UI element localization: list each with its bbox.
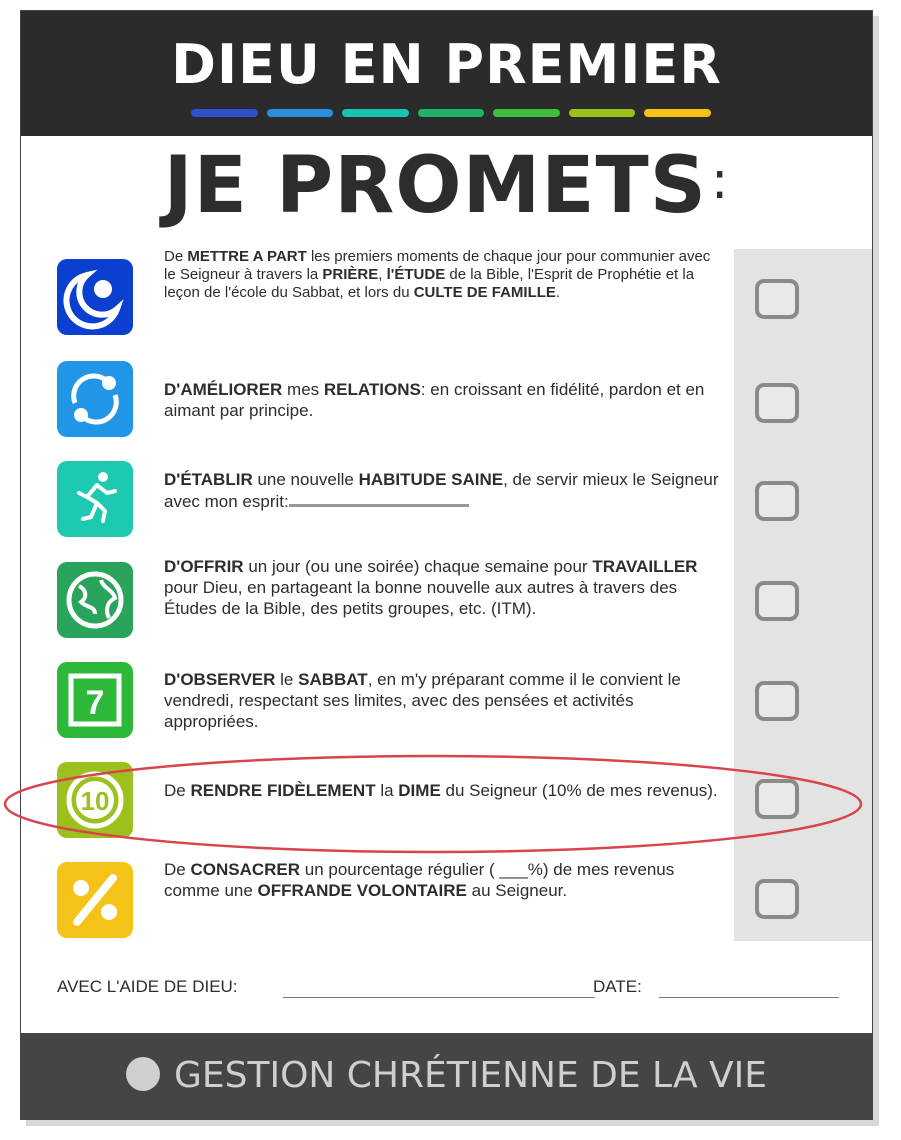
footer-text: GESTION CHRÉTIENNE DE LA VIE — [173, 1055, 768, 1096]
body-text: De — [164, 860, 191, 879]
habit-blank-line[interactable] — [289, 490, 469, 507]
color-stripe — [342, 109, 409, 117]
emphasis-text: D'ÉTABLIR — [164, 470, 253, 489]
svg-text:10: 10 — [80, 786, 110, 816]
header-banner — [21, 11, 872, 136]
body-text: . — [555, 284, 561, 301]
promise-text — [164, 669, 724, 732]
emphasis-text: RELATIONS — [323, 380, 421, 399]
emphasis-text: CULTE DE FAMILLE — [413, 284, 556, 301]
date-label: DATE: — [593, 977, 642, 996]
emphasis-text: DIME — [398, 781, 441, 800]
body-text: , en m'y préparant comme il le convient le vendredi, respectant ses limites, avec des pensées et activités appropriées. — [164, 670, 681, 731]
emphasis-text: HABITUDE SAINE — [358, 470, 504, 489]
color-stripes — [191, 109, 711, 117]
emphasis-text: SABBAT — [298, 670, 368, 689]
emphasis-text: l'ÉTUDE — [386, 266, 446, 283]
promise-title — [21, 141, 872, 231]
promise-checkbox[interactable] — [755, 581, 799, 621]
header-title: DIEU EN PREMIER — [171, 33, 722, 96]
pledge-card — [20, 10, 873, 1120]
promise-checkbox[interactable] — [755, 383, 799, 423]
color-stripe — [569, 109, 636, 117]
color-stripe — [493, 109, 560, 117]
body-text: du Seigneur (10% de mes revenus). — [440, 781, 718, 800]
body-text: les premiers moments de chaque jour pour communier avec le Seigneur à travers la — [164, 248, 711, 283]
body-text: pour Dieu, en partageant la bonne nouvelle aux autres à travers des Études de la Bible, des petits groupes, etc. (ITM). — [164, 578, 678, 618]
ten-coin-icon — [57, 762, 133, 838]
promise-text — [164, 379, 724, 421]
promise-text — [164, 556, 724, 619]
body-text: au Seigneur. — [466, 881, 568, 900]
promise-text — [164, 248, 724, 302]
signature-label: AVEC L'AIDE DE DIEU: — [57, 977, 238, 996]
emphasis-text: CONSACRER — [190, 860, 301, 879]
runner-icon — [57, 461, 133, 537]
body-text: mes — [282, 380, 324, 399]
body-text: un jour (ou une soirée) chaque semaine pour — [243, 557, 593, 576]
svg-text:7: 7 — [85, 684, 105, 722]
relations-icon — [57, 361, 133, 437]
promise-checkbox[interactable] — [755, 779, 799, 819]
stewardship-logo-icon — [126, 1057, 160, 1091]
date-line[interactable] — [659, 997, 839, 998]
promise-checkbox[interactable] — [755, 681, 799, 721]
body-text: un pourcentage régulier ( ___%) de mes revenus comme une — [164, 860, 675, 900]
color-stripe — [418, 109, 485, 117]
body-text: , — [378, 266, 387, 283]
percent-icon — [57, 862, 133, 938]
promise-title-colon: : — [710, 151, 730, 211]
footer-title — [21, 1055, 872, 1096]
emphasis-text: D'OFFRIR — [164, 557, 244, 576]
body-text: de la Bible, l'Esprit de Prophétie et la leçon de l'école du Sabbat, et lors du — [164, 266, 695, 301]
body-text: le — [275, 670, 299, 689]
color-stripe — [191, 109, 258, 117]
body-text: : en croissant en fidélité, pardon et en aimant par principe. — [164, 380, 705, 420]
promise-checkbox[interactable] — [755, 481, 799, 521]
globe-icon — [57, 562, 133, 638]
promise-text — [164, 780, 724, 801]
emphasis-text: METTRE A PART — [187, 248, 307, 265]
body-text: De — [164, 781, 191, 800]
promise-text — [164, 469, 724, 512]
color-stripe — [267, 109, 334, 117]
calendar-seven-icon — [57, 662, 133, 738]
emphasis-text: TRAVAILLER — [592, 557, 698, 576]
body-text: De — [164, 248, 188, 265]
emphasis-text: RENDRE FIDÈLEMENT — [190, 781, 376, 800]
promise-title-text: JE PROMETS — [163, 141, 707, 231]
promise-text — [164, 859, 724, 901]
moon-icon — [57, 259, 133, 335]
promise-checkbox[interactable] — [755, 879, 799, 919]
emphasis-text: OFFRANDE VOLONTAIRE — [257, 881, 467, 900]
signature-line[interactable] — [283, 997, 595, 998]
emphasis-text: PRIÈRE — [322, 266, 379, 283]
footer-banner — [21, 1033, 872, 1119]
promise-checkbox[interactable] — [755, 279, 799, 319]
emphasis-text: D'AMÉLIORER — [164, 380, 283, 399]
emphasis-text: D'OBSERVER — [164, 670, 276, 689]
body-text: une nouvelle — [252, 470, 359, 489]
color-stripe — [644, 109, 711, 117]
body-text: , de servir mieux le Seigneur avec mon esprit: — [164, 470, 719, 511]
body-text: la — [375, 781, 399, 800]
